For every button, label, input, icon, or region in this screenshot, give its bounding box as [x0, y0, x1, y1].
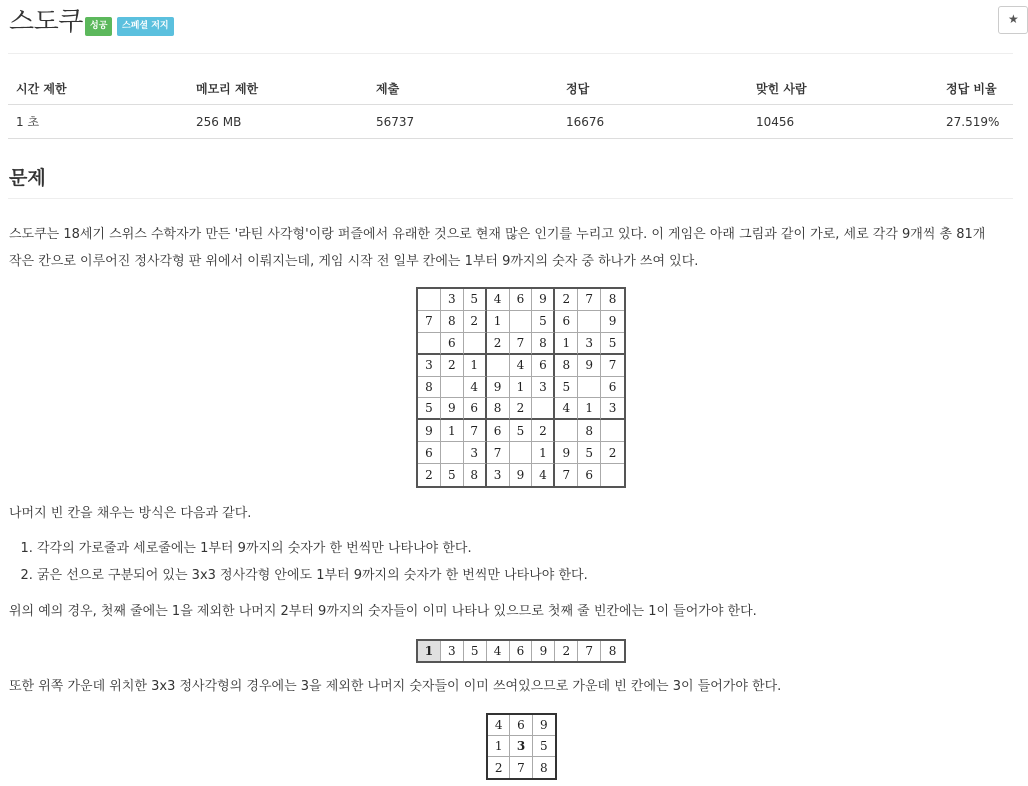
sudoku-cell [578, 377, 601, 399]
sudoku-cell: 2 [418, 464, 441, 486]
sudoku-cell: 2 [464, 311, 487, 333]
info-table-header-row [8, 72, 1013, 105]
status-badge-success: 성공 [85, 17, 112, 36]
sudoku-cell [418, 289, 441, 311]
sudoku-cell: 6 [578, 464, 601, 486]
sudoku-cell [532, 398, 555, 420]
center-box-example [486, 713, 557, 780]
sudoku-cell: 9 [532, 289, 555, 311]
sudoku-cell [510, 442, 533, 464]
value-solvers: 10456 [748, 105, 938, 139]
row-cell: 4 [487, 641, 510, 661]
sudoku-cell: 5 [464, 289, 487, 311]
sudoku-cell: 7 [578, 289, 601, 311]
first-row-example [416, 639, 626, 663]
sudoku-cell: 4 [555, 398, 578, 420]
sudoku-cell: 3 [578, 333, 601, 355]
row-cell: 3 [441, 641, 464, 661]
sudoku-cell: 6 [532, 355, 555, 377]
sudoku-cell: 3 [532, 377, 555, 399]
rule-item: 1. 각각의 가로줄과 세로줄에는 1부터 9까지의 숫자가 한 번씩만 나타나야 한다. [37, 540, 588, 558]
sudoku-cell: 1 [578, 398, 601, 420]
box-cell: 7 [510, 757, 532, 778]
sudoku-cell: 9 [418, 420, 441, 442]
sudoku-cell: 6 [441, 333, 464, 355]
sudoku-cell: 4 [487, 289, 510, 311]
sudoku-cell: 2 [532, 420, 555, 442]
problem-title: 스도쿠 [9, 7, 83, 37]
sudoku-cell: 6 [464, 398, 487, 420]
sudoku-cell: 7 [601, 355, 624, 377]
sudoku-cell: 5 [510, 420, 533, 442]
sudoku-cell: 8 [464, 464, 487, 486]
sudoku-cell: 9 [601, 311, 624, 333]
sudoku-cell: 9 [487, 377, 510, 399]
sudoku-cell: 8 [578, 420, 601, 442]
sudoku-cell [441, 377, 464, 399]
sudoku-cell [441, 442, 464, 464]
highlighted-cell: 1 [418, 641, 441, 661]
sudoku-cell: 9 [555, 442, 578, 464]
row-cell: 5 [464, 641, 487, 661]
sudoku-cell: 2 [441, 355, 464, 377]
sudoku-cell [601, 420, 624, 442]
sudoku-cell: 7 [555, 464, 578, 486]
favorite-button[interactable] [998, 6, 1028, 34]
sudoku-board [416, 287, 626, 488]
row-cell: 6 [510, 641, 533, 661]
sudoku-cell [578, 311, 601, 333]
sudoku-cell: 5 [601, 333, 624, 355]
header-solvers: 맞힌 사람 [748, 72, 938, 105]
status-badge-special-judge: 스페셜 저지 [117, 17, 174, 36]
header-memory-limit: 메모리 제한 [188, 72, 368, 105]
sudoku-cell: 3 [441, 289, 464, 311]
sudoku-cell: 3 [464, 442, 487, 464]
info-table-row [8, 105, 1013, 139]
sudoku-cell: 1 [532, 442, 555, 464]
title-divider [8, 53, 1013, 54]
problem-description-line-1: 스도쿠는 18세기 스위스 수학자가 만든 '라틴 사각형'이랑 퍼즐에서 유래한 것으로 현재 많은 인기를 누리고 있다. 이 게임은 아래 그림과 같이 가로, 세로 각각 9개씩 총 81개 [9, 227, 986, 242]
value-time-limit: 1 초 [8, 105, 188, 139]
sudoku-cell: 5 [555, 377, 578, 399]
rule-item: 2. 굵은 선으로 구분되어 있는 3x3 정사각형 안에도 1부터 9까지의 숫자가 한 번씩만 나타나야 한다. [37, 567, 588, 585]
sudoku-cell: 8 [487, 398, 510, 420]
value-memory-limit: 256 MB [188, 105, 368, 139]
sudoku-cell: 8 [532, 333, 555, 355]
box-cell: 6 [510, 715, 532, 736]
value-submissions: 56737 [368, 105, 558, 139]
sudoku-cell: 8 [601, 289, 624, 311]
box-cell: 1 [488, 736, 510, 757]
highlighted-cell: 3 [510, 736, 532, 757]
row-cell: 8 [608, 644, 617, 658]
row-cell: 9 [532, 641, 555, 661]
sudoku-cell: 6 [601, 377, 624, 399]
sudoku-cell: 8 [555, 355, 578, 377]
header-time-limit: 시간 제한 [8, 72, 188, 105]
sudoku-cell: 8 [441, 311, 464, 333]
star-icon: ★ [1008, 12, 1019, 26]
sudoku-cell [464, 333, 487, 355]
problem-description-line-2: 작은 칸으로 이루어진 정사각형 판 위에서 이뤄지는데, 게임 시작 전 일부 칸에는 1부터 9까지의 숫자 중 하나가 쓰여 있다. [9, 254, 699, 269]
row-cell: 7 [578, 641, 601, 661]
sudoku-cell: 1 [510, 377, 533, 399]
problem-info-table [8, 72, 1013, 139]
sudoku-cell: 2 [601, 442, 624, 464]
sudoku-cell: 7 [487, 442, 510, 464]
sudoku-cell: 2 [487, 333, 510, 355]
sudoku-cell [601, 464, 624, 486]
sudoku-cell: 7 [464, 420, 487, 442]
header-accepted: 정답 [558, 72, 748, 105]
sudoku-cell: 6 [510, 289, 533, 311]
row-cell: 2 [555, 641, 578, 661]
sudoku-cell: 6 [487, 420, 510, 442]
header-accept-ratio: 정답 비율 [938, 72, 1013, 105]
sudoku-cell: 3 [601, 398, 624, 420]
sudoku-cell: 1 [555, 333, 578, 355]
sudoku-cell: 5 [418, 398, 441, 420]
sudoku-cell: 1 [441, 420, 464, 442]
sudoku-cell: 3 [418, 355, 441, 377]
sudoku-cell: 9 [578, 355, 601, 377]
sudoku-cell: 2 [510, 398, 533, 420]
sudoku-cell: 1 [487, 311, 510, 333]
sudoku-cell: 2 [555, 289, 578, 311]
section-divider [8, 198, 1013, 199]
sudoku-cell: 4 [464, 377, 487, 399]
rules-intro: 나머지 빈 칸을 채우는 방식은 다음과 같다. [9, 506, 252, 521]
sudoku-cell: 6 [555, 311, 578, 333]
sudoku-cell: 8 [418, 377, 441, 399]
sudoku-cell: 4 [532, 464, 555, 486]
box-cell: 4 [488, 715, 510, 736]
sudoku-cell: 6 [418, 442, 441, 464]
sudoku-cell [555, 420, 578, 442]
sudoku-cell: 9 [441, 398, 464, 420]
sudoku-cell: 9 [510, 464, 533, 486]
sudoku-cell: 4 [510, 355, 533, 377]
sudoku-cell: 5 [578, 442, 601, 464]
box-cell: 5 [533, 736, 555, 757]
section-title-problem: 문제 [9, 167, 46, 189]
sudoku-cell [510, 311, 533, 333]
value-accept-ratio: 27.519% [938, 105, 1013, 139]
header-submissions: 제출 [368, 72, 558, 105]
sudoku-cell: 5 [441, 464, 464, 486]
box-cell: 2 [488, 757, 510, 778]
example-box-explanation: 또한 위쪽 가운데 위치한 3x3 정사각형의 경우에는 3을 제외한 나머지 숫자들이 이미 쓰여있으므로 가운데 빈 칸에는 3이 들어가야 한다. [9, 679, 782, 694]
sudoku-cell [418, 333, 441, 355]
rules-list [0, 540, 588, 594]
value-accepted: 16676 [558, 105, 748, 139]
sudoku-cell [487, 355, 510, 377]
box-cell: 8 [540, 760, 548, 775]
sudoku-cell: 7 [510, 333, 533, 355]
example-row-explanation: 위의 예의 경우, 첫째 줄에는 1을 제외한 나머지 2부터 9까지의 숫자들이 이미 나타나 있으므로 첫째 줄 빈칸에는 1이 들어가야 한다. [9, 604, 757, 619]
sudoku-cell: 7 [418, 311, 441, 333]
sudoku-cell: 1 [464, 355, 487, 377]
sudoku-cell: 3 [487, 464, 510, 486]
box-cell: 9 [533, 715, 555, 736]
sudoku-cell: 5 [532, 311, 555, 333]
